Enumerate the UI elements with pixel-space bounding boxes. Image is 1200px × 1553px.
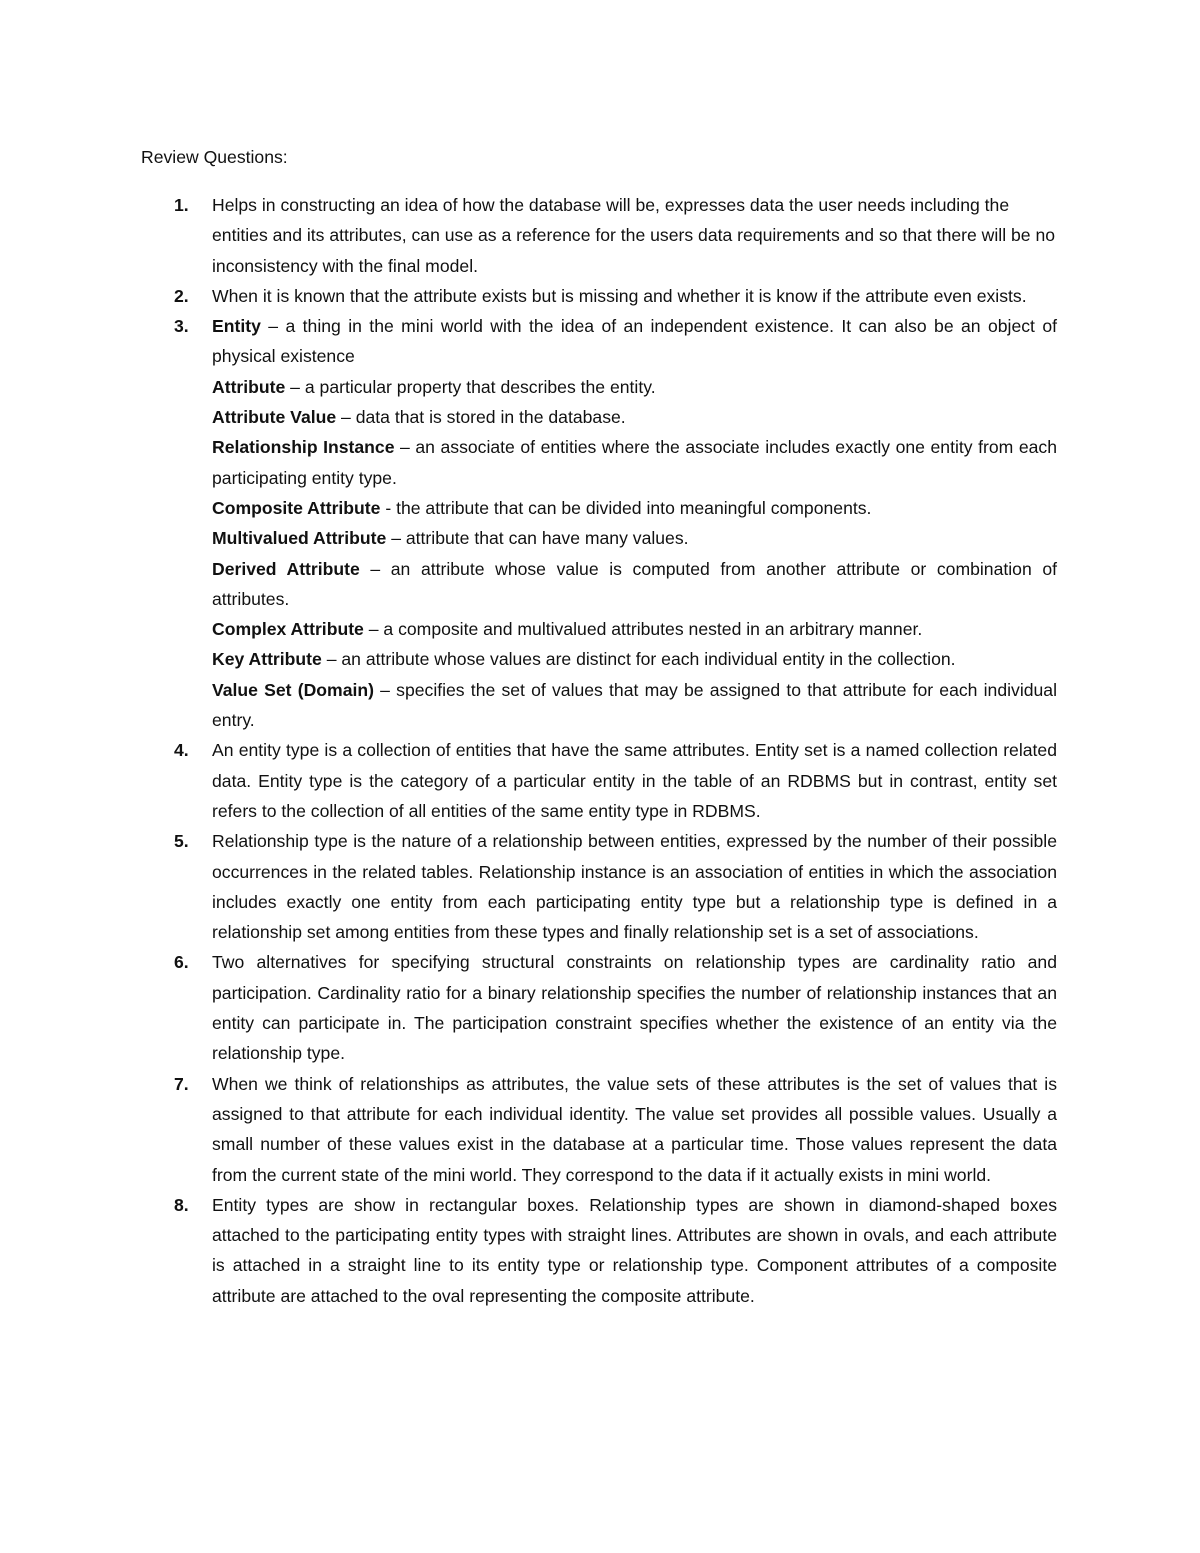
question-number: 2. bbox=[174, 285, 189, 306]
definition-key-attribute bbox=[212, 644, 1057, 674]
question-answer: Helps in constructing an idea of how the database will be, expresses data the user needs including the entities and its attributes, can use as a reference for the users data requirements and so that there will be no inconsistency with the final model. bbox=[212, 195, 1056, 276]
page-heading: Review Questions: bbox=[141, 147, 288, 167]
definition-value-set bbox=[212, 675, 1057, 736]
question-7 bbox=[0, 1069, 1200, 1190]
definition-multivalued-attribute bbox=[212, 523, 1057, 553]
question-answer: Two alternatives for specifying structural constraints on relationship types are cardinality ratio and participation. Cardinality ratio for a binary relationship specifies the number of relationship instances that an entity can participate in. The participation constraint specifies whether the existence of an entity via the relationship type. bbox=[212, 952, 1057, 1064]
term-definition: – attribute that can have many values. bbox=[386, 528, 689, 549]
term-definition: – specifies the set of values that may be assigned to that attribute for each individual entry. bbox=[212, 679, 1057, 731]
term: Attribute bbox=[212, 376, 286, 397]
term-definition: – a particular property that describes the entity. bbox=[285, 376, 656, 397]
term: Relationship Instance bbox=[212, 437, 395, 458]
question-5 bbox=[0, 826, 1200, 947]
term: Derived Attribute bbox=[212, 558, 360, 579]
term: Composite Attribute bbox=[212, 497, 381, 518]
term: Complex Attribute bbox=[212, 619, 364, 640]
term-definition: – an attribute whose value is computed from another attribute or combination of attributes. bbox=[212, 558, 1057, 609]
question-number: 8. bbox=[174, 1194, 189, 1215]
question-number: 6. bbox=[174, 952, 189, 973]
definition-complex-attribute bbox=[212, 614, 1057, 644]
question-answer: When we think of relationships as attributes, the value sets of these attributes is the set of values that is assigned to that attribute for each individual identity. The value set provides all possible values. Usually a small number of these values exist in the database at a particular time. Those values represent the data from the current state of the mini world. They correspond to the data if it actually exists in mini world. bbox=[212, 1073, 1057, 1185]
term: Value Set (Domain) bbox=[212, 679, 374, 700]
term: Entity bbox=[212, 316, 261, 337]
question-answer: Relationship type is the nature of a relationship between entities, expressed by the number of their possible occurrences in the related tables. Relationship instance is an association of entities in which the association includes exactly one entity from each participating entity type but a relationship type is defined in a relationship set among entities from these types and finally relationship set is a set of associations. bbox=[212, 831, 1057, 943]
question-number: 4. bbox=[174, 740, 189, 761]
question-number: 7. bbox=[174, 1073, 189, 1094]
question-1 bbox=[0, 190, 1200, 281]
term-definition: – data that is stored in the database. bbox=[336, 407, 626, 428]
term: Key Attribute bbox=[212, 649, 322, 670]
question-8 bbox=[0, 1190, 1200, 1311]
question-6 bbox=[0, 947, 1200, 1068]
term-definition: – an associate of entities where the associate includes exactly one entity from each participating entity type. bbox=[212, 437, 1057, 488]
definition-attribute-value bbox=[212, 402, 1057, 432]
term: Attribute Value bbox=[212, 407, 337, 428]
definition-relationship-instance bbox=[212, 432, 1057, 493]
definition-entity bbox=[212, 311, 1057, 372]
term-definition: - the attribute that can be divided into meaningful components. bbox=[380, 497, 872, 518]
question-answer: When it is known that the attribute exists but is missing and whether it is know if the attribute even exists. bbox=[212, 285, 1027, 306]
term-definition: – an attribute whose values are distinct for each individual entity in the collection. bbox=[321, 649, 956, 670]
definition-composite-attribute bbox=[212, 493, 1057, 523]
question-2 bbox=[0, 281, 1200, 311]
definition-attribute bbox=[212, 372, 1057, 402]
question-number: 3. bbox=[174, 316, 189, 337]
term: Multivalued Attribute bbox=[212, 528, 387, 549]
question-answer: Entity types are show in rectangular boxes. Relationship types are shown in diamond-shaped boxes attached to the participating entity types with straight lines. Attributes are shown in ovals, and each attribute is attached in a straight line to its entity type or relationship type. Component attributes of a composite attribute are attached to the oval representing the composite attribute. bbox=[212, 1194, 1057, 1306]
question-4 bbox=[0, 735, 1200, 826]
term-definition: – a thing in the mini world with the idea of an independent existence. It can also be an object of physical existence bbox=[212, 316, 1057, 367]
question-number: 5. bbox=[174, 831, 189, 852]
question-3 bbox=[0, 311, 1200, 735]
review-questions-list bbox=[0, 190, 1200, 1311]
term-definition: – a composite and multivalued attributes nested in an arbitrary manner. bbox=[363, 619, 923, 640]
question-answer: An entity type is a collection of entities that have the same attributes. Entity set is a named collection related data. Entity type is the category of a particular entity in the table of an RDBMS but in contrast, entity set refers to the collection of all entities of the same entity type in RDBMS. bbox=[212, 740, 1057, 821]
definition-derived-attribute bbox=[212, 554, 1057, 615]
question-number: 1. bbox=[174, 195, 189, 215]
